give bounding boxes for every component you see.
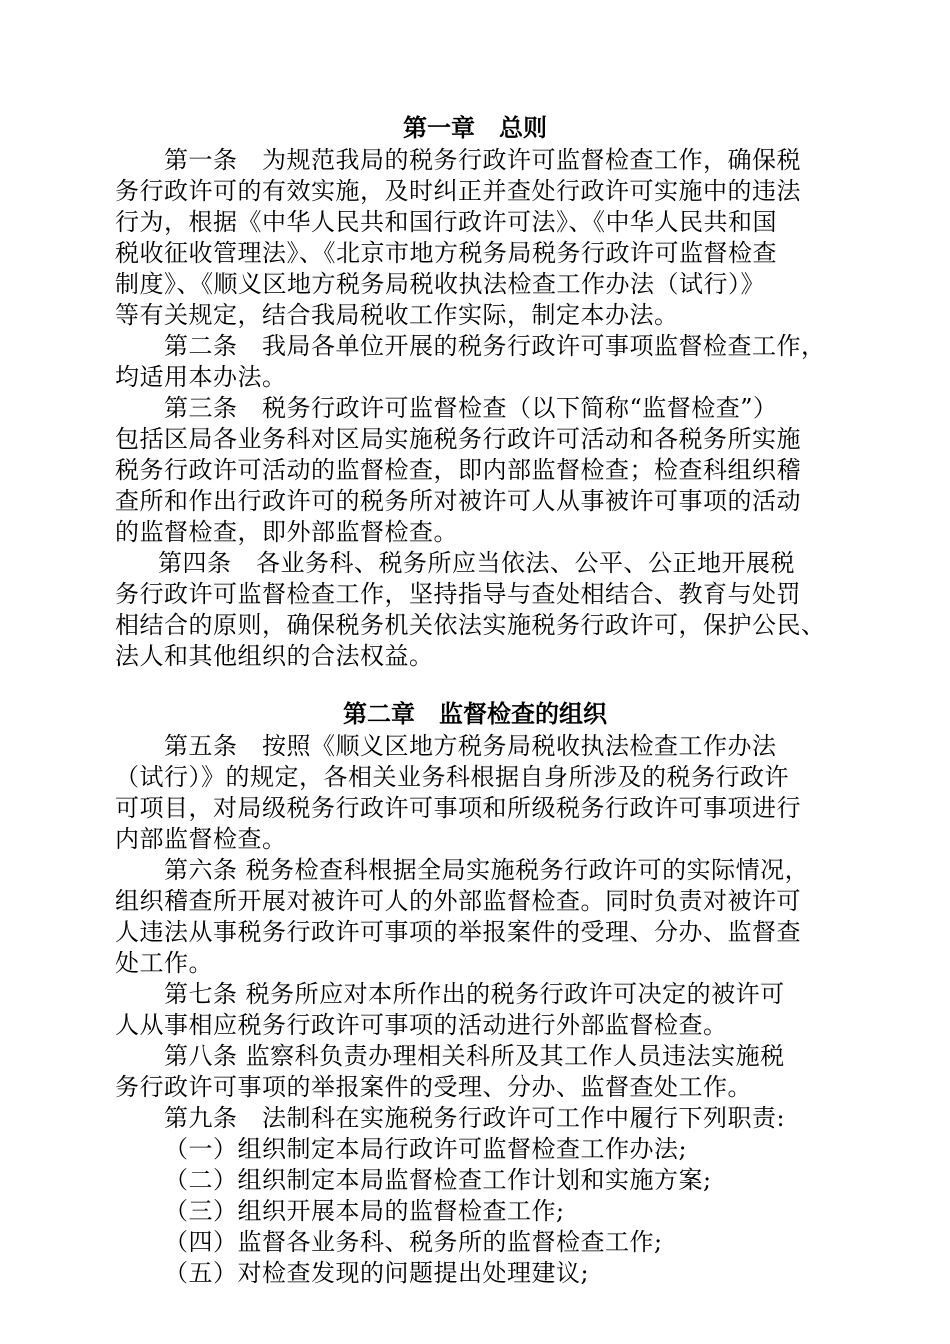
- article-1-line-6: 等有关规定，结合我局税收工作实际，制定本办法。: [115, 301, 679, 329]
- article-1-line-2: 务行政许可的有效实施，及时纠正并查处行政许可实施中的违法: [115, 177, 801, 205]
- article-5-line-3: 可项目，对局级税务行政许可事项和所级税务行政许可事项进行: [115, 794, 801, 822]
- article-5-line-4: 内部监督检查。: [115, 825, 287, 853]
- article-4-line-3: 相结合的原则，确保税务机关依法实施税务行政许可，保护公民、: [115, 611, 826, 639]
- article-9-item-1: （一）组织制定本局行政许可监督检查工作办法;: [164, 1135, 688, 1163]
- article-3-line-5: 的监督检查，即外部监督检查。: [115, 518, 458, 546]
- article-4-line-1: 第四条 各业务科、税务所应当依法、公平、公正地开展税: [158, 549, 795, 577]
- article-3-line-4: 查所和作出行政许可的税务所对被许可人从事被许可事项的活动: [115, 487, 801, 515]
- article-3-line-1: 第三条 税务行政许可监督检查（以下简称“监督检查”）: [164, 394, 778, 422]
- article-5-line-2: （试行）》的规定，各相关业务科根据自身所涉及的税务行政许: [115, 763, 789, 791]
- article-7-line-2: 人从事相应税务行政许可事项的活动进行外部监督检查。: [115, 1011, 728, 1039]
- article-1-line-3: 行为，根据《中华人民共和国行政许可法》、《中华人民共和国: [115, 208, 777, 236]
- article-8-line-1: 第八条 监察科负责办理相关科所及其工作人员违法实施税: [164, 1042, 785, 1070]
- article-4-line-2: 务行政许可监督检查工作，坚持指导与查处相结合、教育与处罚: [115, 580, 801, 608]
- article-6-line-3: 人违法从事税务行政许可事项的举报案件的受理、分办、监督查: [115, 918, 801, 946]
- article-6-line-1: 第六条 税务检查科根据全局实施税务行政许可的实际情况，: [164, 856, 810, 884]
- article-8-line-2: 务行政许可事项的举报案件的受理、分办、监督查处工作。: [115, 1073, 752, 1101]
- article-2-line-1: 第二条 我局各单位开展的税务行政许可事项监督检查工作，: [164, 332, 826, 360]
- article-1-line-4: 税收征收管理法》、《北京市地方税务局税务行政许可监督检查: [115, 239, 777, 267]
- article-3-line-2: 包括区局各业务科对区局实施税务行政许可活动和各税务所实施: [115, 425, 801, 453]
- chapter-2-title: 第二章 监督检查的组织: [343, 700, 607, 728]
- article-4-line-4: 法人和其他组织的合法权益。: [115, 642, 434, 670]
- article-1-line-5: 制度》、《顺义区地方税务局税收执法检查工作办法（试行）》: [115, 270, 765, 298]
- article-9-line-1: 第九条 法制科在实施税务行政许可工作中履行下列职责:: [164, 1104, 786, 1132]
- article-2-line-2: 均适用本办法。: [115, 363, 287, 391]
- article-6-line-2: 组织稽查所开展对被许可人的外部监督检查。同时负责对被许可: [115, 887, 801, 915]
- article-7-line-1: 第七条 税务所应对本所作出的税务行政许可决定的被许可: [164, 980, 785, 1008]
- chapter-1-title: 第一章 总则: [403, 114, 547, 142]
- article-6-line-4: 处工作。: [115, 949, 213, 977]
- article-1-line-1: 第一条 为规范我局的税务行政许可监督检查工作，确保税: [164, 146, 801, 174]
- article-5-line-1: 第五条 按照《顺义区地方税务局税收执法检查工作办法: [164, 732, 777, 760]
- article-9-item-3: （三）组织开展本局的监督检查工作;: [164, 1197, 565, 1225]
- article-9-item-2: （二）组织制定本局监督检查工作计划和实施方案;: [164, 1166, 712, 1194]
- article-3-line-3: 税务行政许可活动的监督检查，即内部监督检查；检查科组织稽: [115, 456, 801, 484]
- article-9-item-4: （四）监督各业务科、税务所的监督检查工作;: [164, 1228, 663, 1256]
- article-9-item-5: （五）对检查发现的问题提出处理建议;: [164, 1259, 590, 1287]
